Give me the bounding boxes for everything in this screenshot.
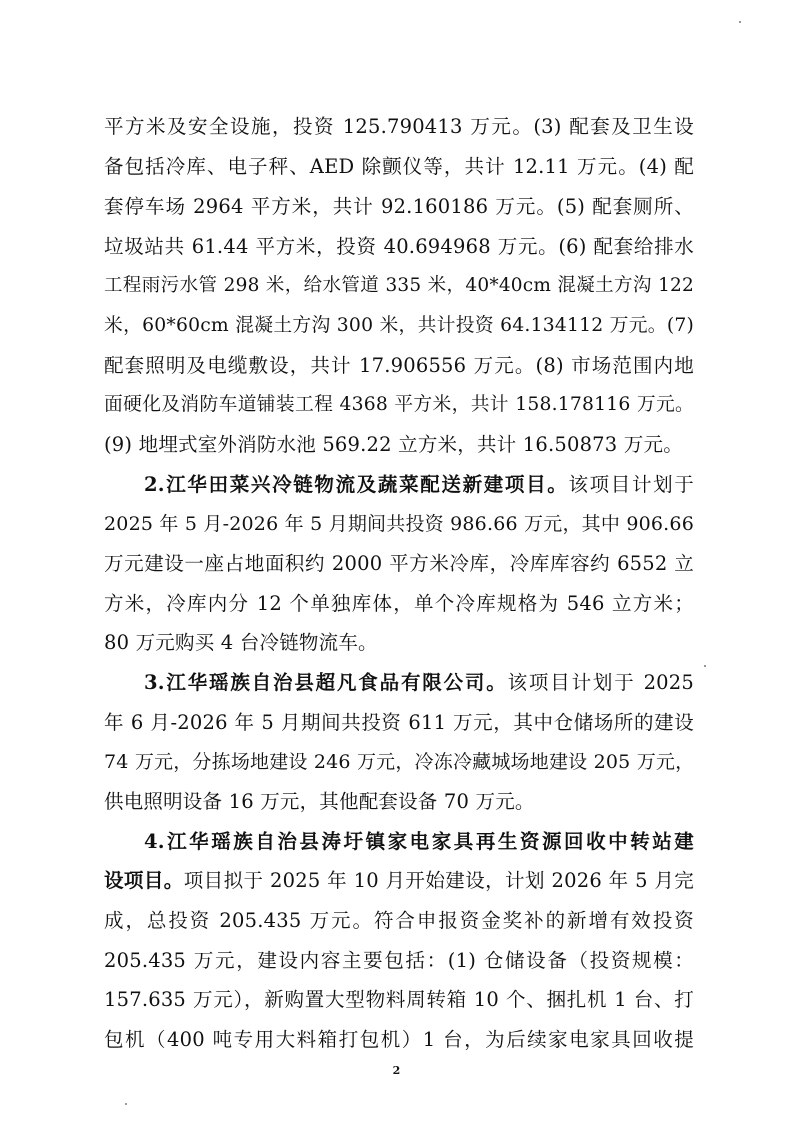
item3-heading: 3.江华瑶族自治县超凡食品有限公司。: [144, 671, 508, 694]
text-line: 面硬化及消防车道铺装工程 4368 平方米，共计 158.178116 万元。: [104, 394, 694, 415]
text-line: 2025 年 5 月-2026 年 5 月期间共投资 986.66 万元，其中 906.66: [104, 513, 694, 535]
text-line: 套停车场 2964 平方米，共计 92.160186 万元。(5) 配套厕所、: [104, 195, 694, 218]
text-line: 年 6 月-2026 年 5 月期间共投资 611 万元，其中仓储场所的建设: [104, 711, 694, 734]
scan-speck: [739, 21, 741, 23]
text-line: 万元建设一座占地面积约 2000 平方米冷库，冷库库容约 6552 立: [104, 552, 694, 575]
text-line: 供电照明设备 16 万元，其他配套设备 70 万元。: [104, 790, 535, 813]
text-line: 方米，冷库内分 12 个单独库体，单个冷库规格为 546 立方米；: [104, 592, 694, 615]
text-line: 74 万元，分拣场地建设 246 万元，冷冻冷藏城场地建设 205 万元，: [104, 751, 695, 773]
text-line: 205.435 万元，建设内容主要包括：(1) 仓储设备（投资规模：: [104, 948, 694, 972]
text-line: 配套照明及电缆敷设，共计 17.906556 万元。(8) 市场范围内地: [104, 354, 694, 377]
text-line: 平方米及安全设施，投资 125.790413 万元。(3) 配套及卫生设: [104, 115, 694, 138]
text-line: 成，总投资 205.435 万元。符合申报资金奖补的新增有效投资: [104, 909, 694, 932]
item2-heading: 2.江华田菜兴冷链物流及蔬菜配送新建项目。: [144, 473, 569, 496]
text-line: (9) 地埋式室外消防水池 569.22 立方米，共计 16.50873 万元。: [104, 433, 683, 456]
item3-first-line: [144, 668, 694, 698]
scan-speck: [125, 1103, 127, 1105]
item4-second-line-rest: 项目拟于 2025 年 10 月开始建设，计划 2026 年 5 月完: [183, 869, 694, 892]
item2-first-line: [144, 470, 694, 500]
text-line: 工程雨污水管 298 米，给水管道 335 米，40*40cm 混凝土方沟 122: [104, 275, 694, 296]
item4-heading-line2: 设项目。: [104, 869, 184, 892]
text-line: 包机（400 吨专用大料箱打包机）1 台，为后续家电家具回收提: [104, 1027, 694, 1051]
item3-first-line-rest: 该项目计划于 2025: [507, 671, 694, 694]
page-number: 2: [392, 1064, 401, 1077]
item2-first-line-rest: 该项目计划于: [568, 473, 695, 496]
text-line: 垃圾站共 61.44 平方米，投资 40.694968 万元。(6) 配套给排水: [104, 235, 694, 258]
text-line: 备包括冷库、电子秤、AED 除颤仪等，共计 12.11 万元。(4) 配: [104, 155, 694, 178]
text-line: 80 万元购买 4 台冷链物流车。: [104, 631, 378, 654]
item4-heading-line1: 4.江华瑶族自治县涛圩镇家电家具再生资源回收中转站建: [144, 830, 694, 853]
text-line: 157.635 万元），新购置大型物料周转箱 10 个、捆扎机 1 台、打: [104, 988, 694, 1012]
text-line: 米，60*60cm 混凝土方沟 300 米，共计投资 64.134112 万元。(7): [104, 315, 694, 336]
item4-second-line: [104, 866, 694, 896]
scan-speck: [704, 665, 706, 667]
